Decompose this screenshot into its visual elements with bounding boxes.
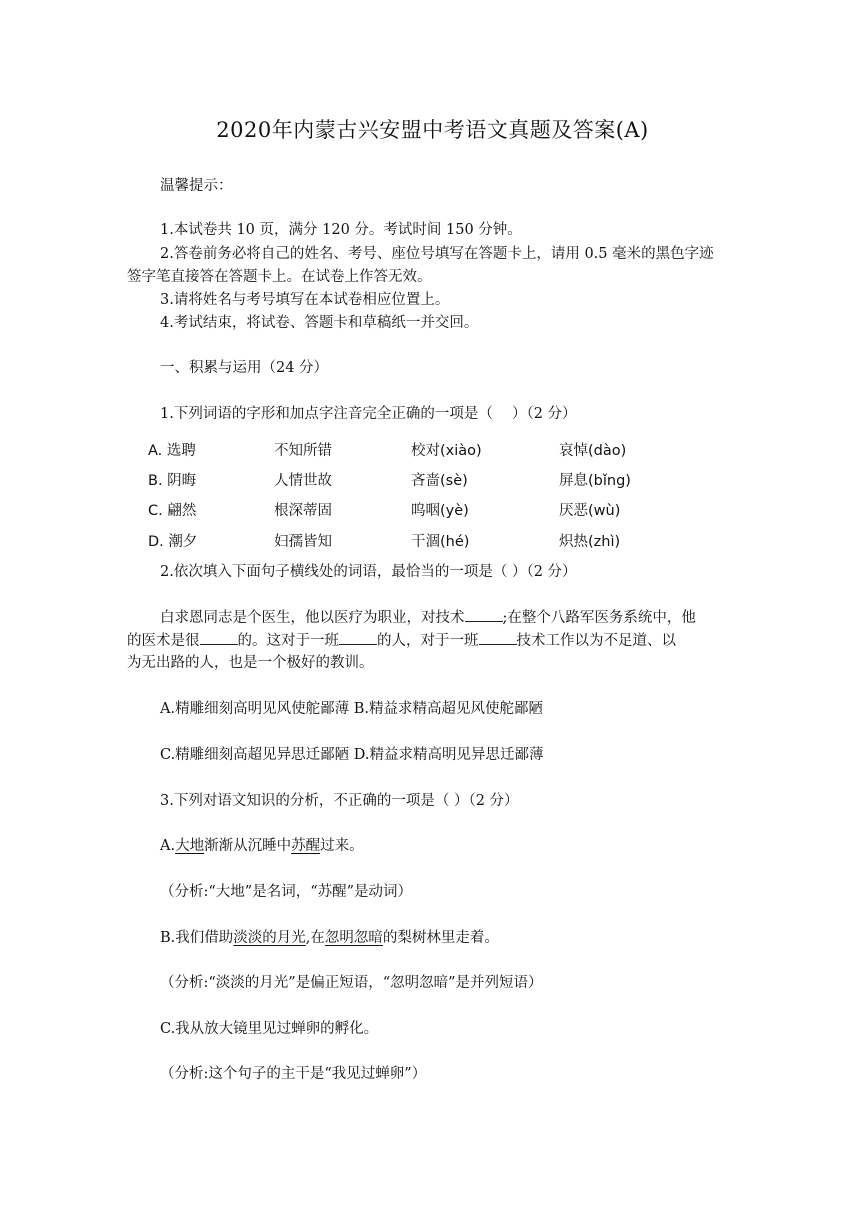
passage-text: ;在整个八路军医务系统中，他 [502, 610, 696, 626]
q3-option-a [160, 836, 364, 856]
tip-3: 3.请将姓名与考号填写在本试卷相应位置上。 [160, 292, 450, 308]
q2-passage-line-2 [127, 630, 676, 651]
option-cell: 屏息(bǐng) [559, 473, 631, 489]
underlined-word: 忽明忽暗 [324, 930, 383, 946]
tip-2-line-1: 2.答卷前务必将自己的姓名、考号、座位号填写在答题卡上，请用 0.5 毫米的黑色字迹 [160, 246, 714, 262]
q3-option-a-note: （分析:“大地”是名词，“苏醒”是动词） [160, 884, 413, 900]
fill-blank [465, 607, 503, 622]
option-cell: 校对(xiào) [411, 443, 482, 459]
fill-blank [339, 630, 377, 645]
tips-heading: 温馨提示： [160, 178, 233, 194]
option-cell: 不知所错 [274, 443, 332, 459]
q1-option-d [148, 530, 668, 552]
option-cell: 哀悼(dào) [559, 443, 627, 459]
option-text: 渐渐从沉睡中 [204, 838, 292, 854]
option-text: 过来。 [320, 838, 364, 854]
option-text: 的梨树林里走着。 [382, 930, 499, 946]
passage-text: 的人，对于一班 [377, 633, 479, 649]
tip-2-line-2: 签字笔直接答在答题卡上。在试卷上作答无效。 [127, 269, 432, 285]
option-cell: C. 翩然 [148, 503, 197, 519]
q3-option-c-note: （分析:这个句子的主干是“我见过蝉卵”） [160, 1066, 427, 1082]
question-1-stem: 1.下列词语的字形和加点字注音完全正确的一项是（ ）（2 分） [160, 406, 577, 422]
question-3-stem: 3.下列对语文知识的分析，不正确的一项是（ ）（2 分） [160, 793, 519, 809]
passage-text: 的。这对于一班 [237, 633, 339, 649]
option-cell: B. 阴晦 [148, 473, 197, 489]
q2-passage-line-1 [160, 607, 696, 628]
option-cell: 根深蒂固 [274, 503, 332, 519]
option-cell: 妇孺皆知 [274, 534, 332, 550]
option-cell: 炽热(zhì) [559, 534, 621, 550]
tip-4: 4.考试结束，将试卷、答题卡和草稿纸一并交回。 [160, 315, 479, 331]
q2-passage-line-3: 为无出路的人，也是一个极好的教训。 [127, 655, 374, 671]
underlined-word: 淡淡的月光 [233, 930, 306, 946]
q3-option-c: C.我从放大镜里见过蝉卵的孵化。 [160, 1021, 379, 1037]
option-cell: A. 选聘 [148, 443, 196, 459]
q1-option-c [148, 499, 668, 521]
question-2-stem: 2.依次填入下面句子横线处的词语，最恰当的一项是（ ）（2 分） [160, 564, 577, 580]
q3-option-b-note: （分析:“淡淡的月光”是偏正短语，“忽明忽暗”是并列短语） [160, 975, 543, 991]
passage-text: 的医术是很 [127, 633, 200, 649]
option-cell: D. 潮夕 [148, 534, 198, 550]
fill-blank [479, 630, 517, 645]
option-cell: 干涸(hé) [411, 534, 470, 550]
q3-option-b [160, 928, 499, 948]
option-cell: 呜咽(yè) [411, 503, 469, 519]
underlined-word: 苏醒 [291, 838, 321, 854]
option-cell: 厌恶(wù) [559, 503, 621, 519]
underlined-word: 大地 [175, 838, 205, 854]
section-heading: 一、积累与运用（24 分） [160, 360, 329, 376]
option-cell: 人情世故 [274, 473, 332, 489]
passage-text: 技术工作以为不足道、以 [516, 633, 676, 649]
tip-1: 1.本试卷共 10 页，满分 120 分。考试时间 150 分钟。 [160, 222, 522, 238]
page-title: 2020年内蒙古兴安盟中考语文真题及答案(A) [216, 118, 649, 142]
option-text: A. [160, 838, 176, 854]
q1-option-a [148, 439, 668, 461]
option-cell: 吝啬(sè) [411, 473, 468, 489]
q2-options-ab: A.精雕细刻高明见风使舵鄙薄 B.精益求精高超见风使舵鄙陋 [160, 701, 543, 717]
option-text: B.我们借助 [160, 930, 234, 946]
passage-text: 白求恩同志是个医生，他以医疗为职业，对技术 [160, 610, 465, 626]
option-text: ,在 [305, 930, 325, 946]
q1-option-b [148, 469, 668, 491]
q2-options-cd: C.精雕细刻高超见异思迁鄙陋 D.精益求精高明见异思迁鄙薄 [160, 747, 544, 763]
fill-blank [200, 630, 238, 645]
